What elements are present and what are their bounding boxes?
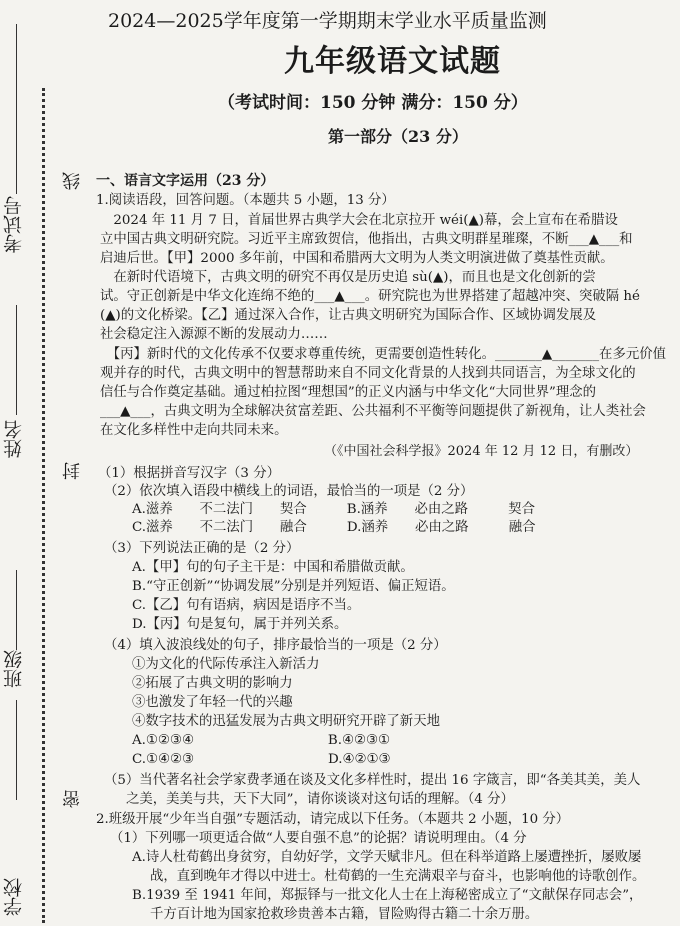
question-option-cont: 战，直到晚年才得以中进士。杜荀鹤的一生充满艰辛与奋斗，也影响他的诗歌创作。	[150, 869, 646, 884]
passage-line: 2024 年 11 月 7 日，首届世界古典学大会在北京拉开 wéi(▲)幕，会上宣布在希腊设	[100, 213, 618, 228]
question-option: D.【丙】句是复句，属于并列关系。	[132, 617, 348, 632]
passage-line: 在新时代语境下，古典文明的研究不再仅是历史追 sù(▲)，而且也是文化创新的尝	[100, 270, 596, 285]
seal-mark-line: 线	[62, 172, 83, 190]
name-label: 姓名	[3, 420, 25, 458]
question-option: A.滋养 不二法门 契合 B.涵养 必由之路 契合	[132, 502, 535, 517]
question-1-2: （2）依次填入语段中横线上的词语，最恰当的一项是（2 分）	[104, 484, 474, 499]
question-1-3: （3）下列说法正确的是（2 分）	[104, 541, 300, 556]
sentence-option: ③也激发了年轻一代的兴趣	[132, 695, 293, 710]
school-label: 学校	[3, 878, 25, 916]
exam-number-label: 考试号	[3, 196, 25, 253]
passage-line: 观并存的时代，古典文明中的智慧帮助来自不同文化背景的人找到共同语言，为全球文化的	[100, 366, 636, 381]
passage-line: ___▲___，古典文明为全球解决贫富差距、公共福利不平衡等问题提供了新视角，让人类社会	[100, 404, 646, 419]
passage-line: 立中国古典文明研究院。习近平主席致贺信，他指出，古典文明群星璀璨，不断___▲___和	[100, 232, 633, 247]
exam-number-field	[16, 24, 17, 194]
question-2-stem: 2.班级开展“少年当自强”专题活动，请完成以下任务。（本题共 2 小题，10 分）	[96, 812, 570, 827]
question-2-1: （1）下列哪一项更适合做“人要自强不息”的论据？请说明理由。（4 分	[110, 831, 527, 846]
exam-time-score: （考试时间：150 分钟 满分：150 分）	[218, 93, 528, 113]
question-1-1: （1）根据拼音写汉字（3 分）	[98, 466, 280, 481]
dotted-binding-line	[42, 88, 45, 923]
question-option: A.①②③④ B.④②③①	[132, 733, 390, 748]
passage-line: 试。守正创新是中华文化连绵不绝的___▲___。研究院也为世界搭建了超越冲突、突破隔 hé	[100, 289, 640, 304]
passage-source: （《中国社会科学报》2024 年 12 月 12 日，有删改）	[324, 444, 639, 459]
passage-line: 社会稳定注入源源不断的发展动力……	[100, 327, 328, 342]
section-heading: 一、语言文字运用（23 分）	[96, 173, 275, 189]
name-field	[16, 305, 17, 415]
sentence-option: ②拓展了古典文明的影响力	[132, 676, 293, 691]
sentence-option: ④数字技术的迅猛发展为古典文明研究开辟了新天地	[132, 714, 440, 729]
question-option: C.①④②③ D.④②①③	[132, 752, 391, 767]
question-option: B.1939 至 1941 年间，郑振铎与一批文化人士在上海秘密成立了“文献保存同志会”，	[132, 888, 643, 903]
question-option: B.“守正创新”“协调发展”分别是并列短语、偏正短语。	[132, 579, 455, 594]
class-label: 班级	[3, 650, 25, 688]
question-1-5-cont: 之美，美美与共，天下大同”，请你谈谈对这句话的理解。（4 分）	[126, 792, 514, 807]
question-1-stem: 1.阅读语段，回答问题。（本题共 5 小题，13 分）	[96, 193, 395, 208]
question-option: A.诗人杜荀鹤出身贫穷，自幼好学，文学天赋非凡。但在科举道路上屡遭挫折，屡败屡	[132, 850, 642, 865]
exam-header-title: 2024—2025学年度第一学期期末学业水平质量监测	[108, 10, 547, 32]
sentence-option: ①为文化的代际传承注入新活力	[132, 657, 320, 672]
question-option: C.滋养 不二法门 融合 D.涵养 必由之路 融合	[132, 520, 536, 535]
passage-line: 在文化多样性中走向共同未来。	[100, 423, 288, 438]
class-field	[16, 570, 17, 650]
passage-line: (▲)的文化桥梁。【乙】通过深入合作，让古典文明研究为国际合作、区域协调发展及	[100, 308, 597, 323]
passage-line: 信任与合作奠定基础。通过柏拉图“理想国”的正义内涵与中华文化“大同世界”理念的	[100, 385, 597, 400]
question-option: C.【乙】句有语病，病因是语序不当。	[132, 598, 361, 613]
question-option-cont: 千方百计地为国家抢救珍贵善本古籍，冒险购得古籍二十余万册。	[150, 907, 539, 922]
binding-margin	[0, 0, 83, 926]
question-1-4: （4）填入波浪线处的句子，排序最恰当的一项是（2 分）	[104, 638, 447, 653]
seal-mark-seal: 封	[62, 462, 83, 480]
exam-subject-title: 九年级语文试题	[284, 44, 501, 79]
question-option: A.【甲】句的句子主干是：中国和希腊做贡献。	[132, 560, 414, 575]
part-one-heading: 第一部分（23 分）	[328, 127, 468, 146]
passage-line: 启迪后世。【甲】2000 多年前，中国和希腊两大文明为人类文明演进做了奠基性贡献。	[100, 251, 614, 266]
passage-line: 【丙】新时代的文化传承不仅要求尊重传统，更需要创造性转化。_______▲_______在多元价值	[100, 347, 667, 362]
question-1-5: （5）当代著名社会学家费孝通在谈及文化多样性时，提出 16 字箴言，即“各美其美，美人	[104, 773, 641, 788]
seal-mark-secret: 密	[62, 790, 83, 808]
school-field	[16, 700, 17, 800]
